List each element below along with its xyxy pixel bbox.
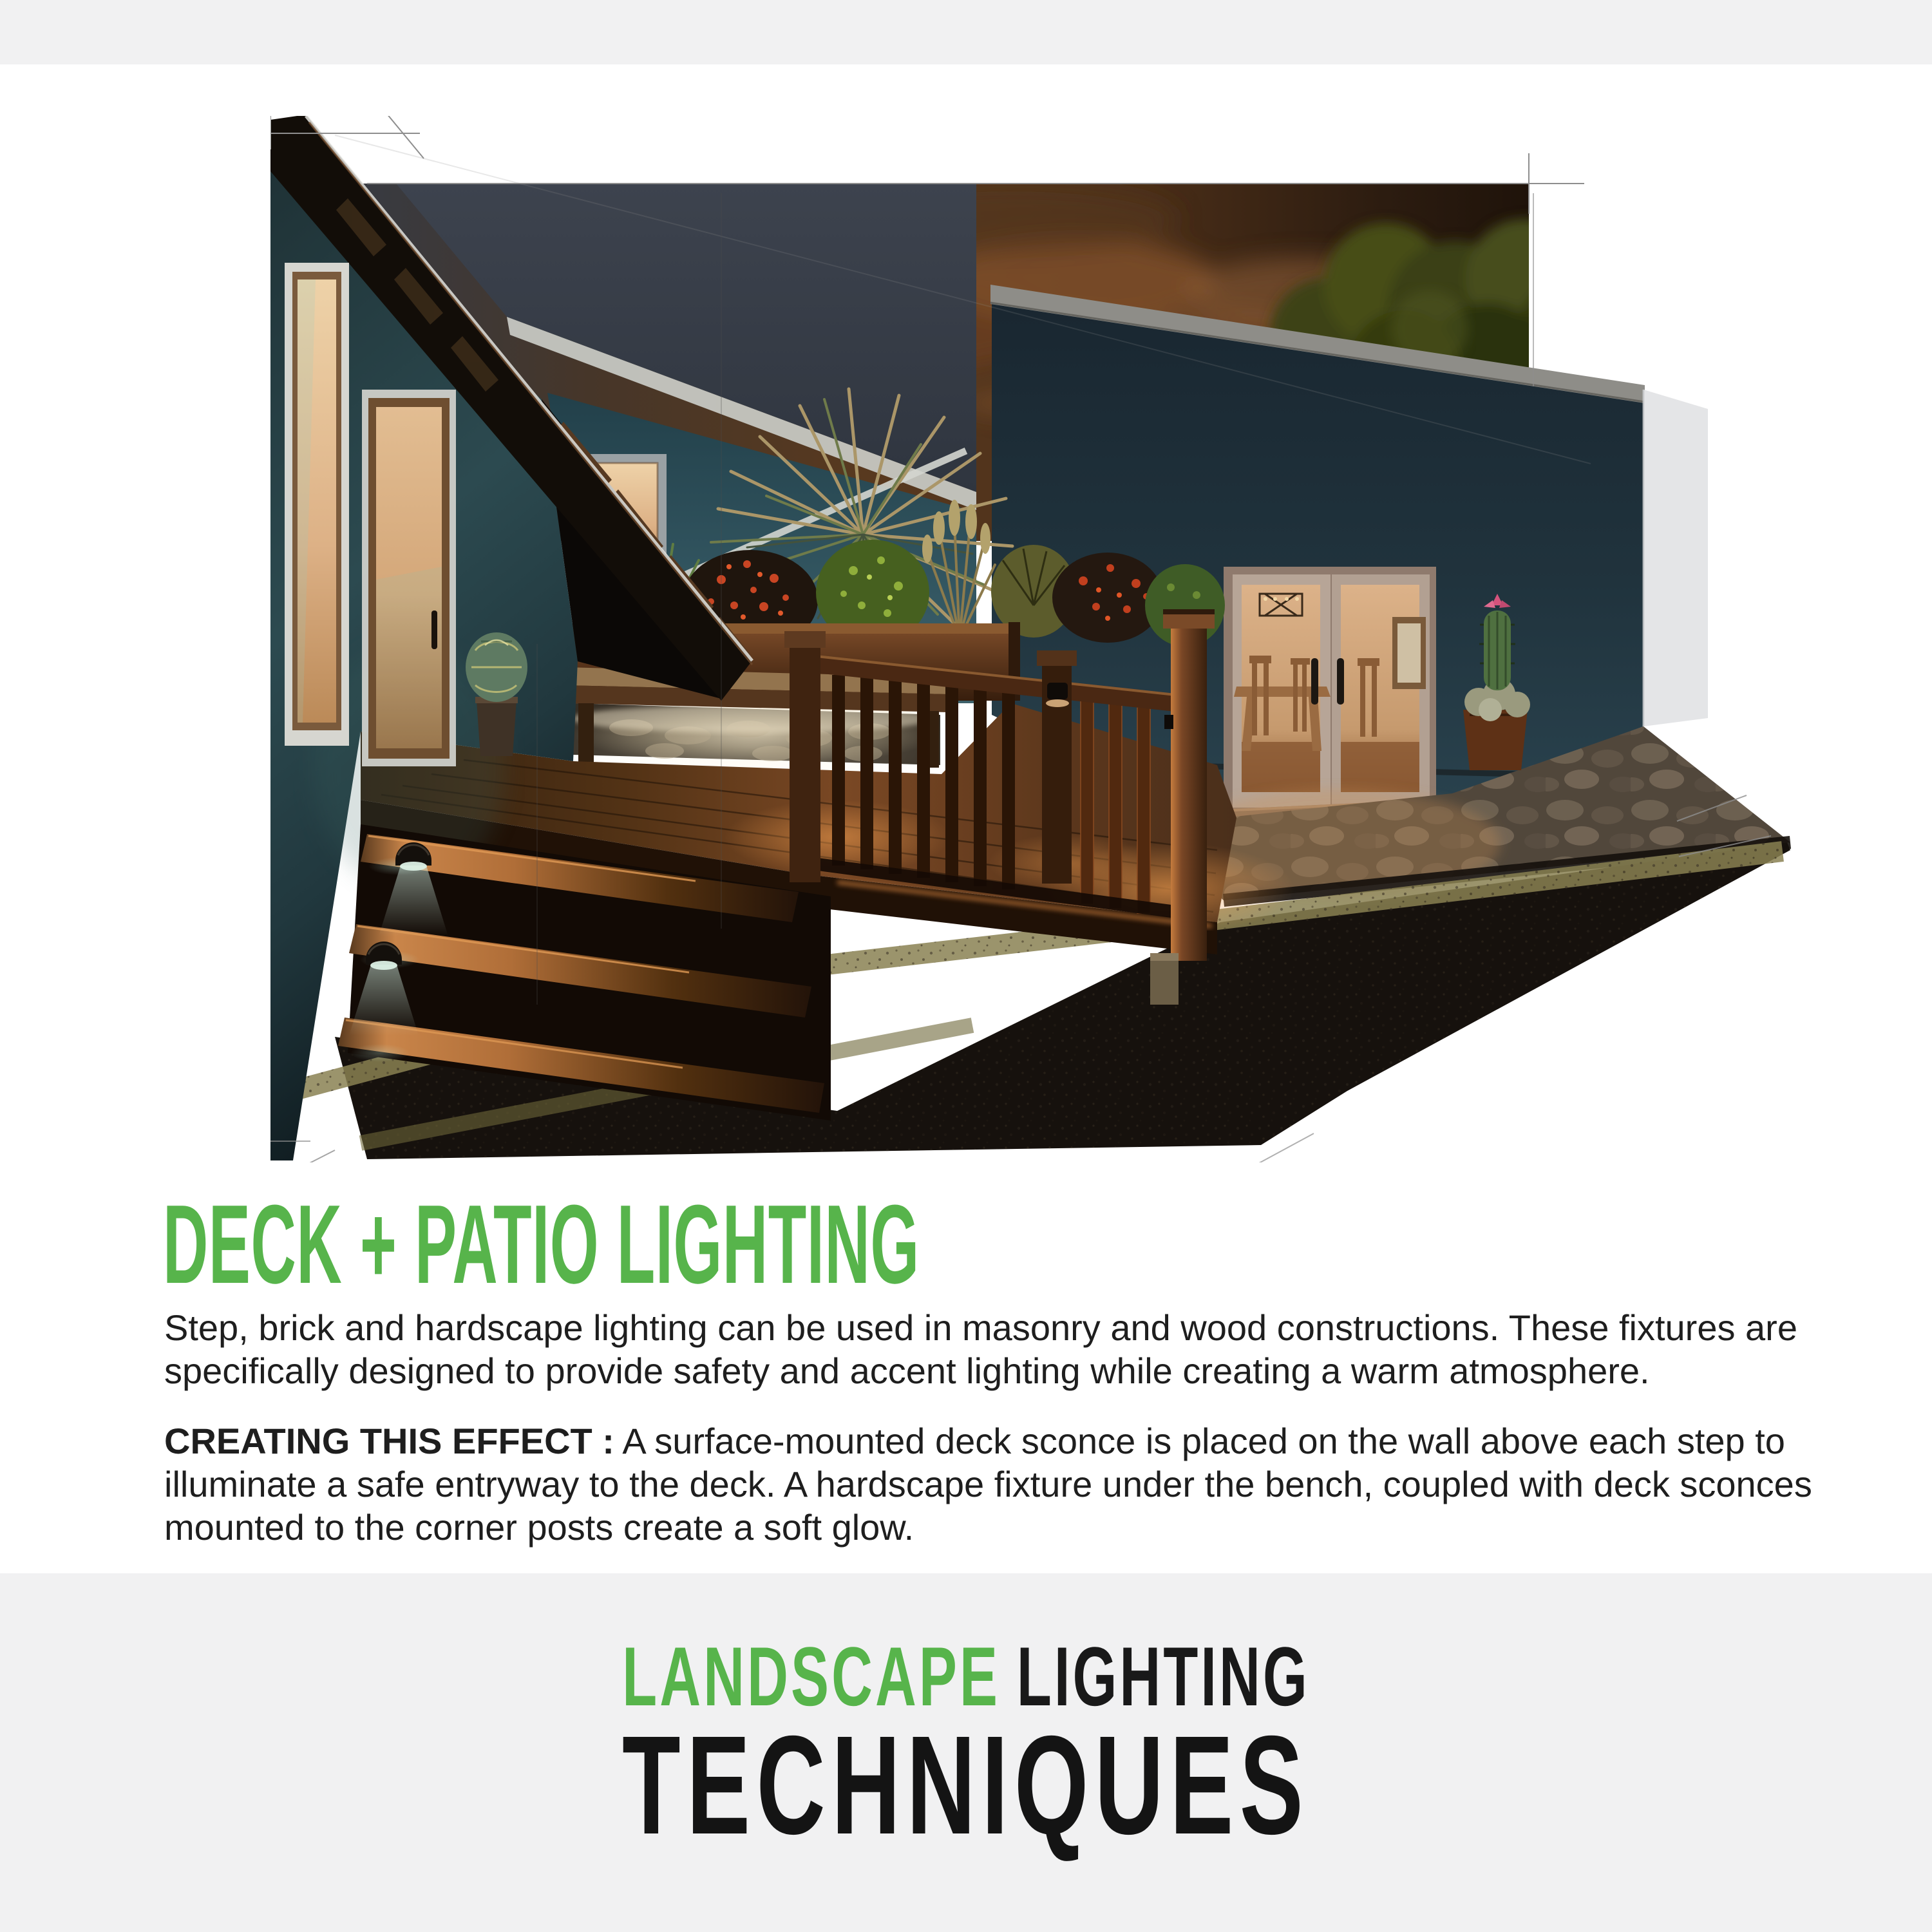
brand-word-lighting: LIGHTING (1016, 1629, 1310, 1723)
corner-wall-face (1643, 390, 1708, 726)
door-pull-handle (431, 611, 437, 649)
balusters-right-panel (1081, 701, 1150, 913)
render-illustration (270, 116, 1842, 1162)
top-margin-band (0, 0, 1932, 64)
effect-label: CREATING THIS EFFECT : (164, 1421, 614, 1461)
door-handle-left (1311, 658, 1318, 705)
post-sconce (1046, 683, 1069, 707)
railing-post-left (790, 645, 820, 882)
corner-post-sconce (1164, 715, 1173, 729)
section-title: DECK + PATIO LIGHTING (163, 1181, 920, 1307)
deck-patio-render (270, 116, 1842, 1162)
brand-title (0, 1705, 1932, 1866)
wall-window (285, 263, 349, 746)
effect-text: A surface-mounted deck sconce is placed on the wall above each step to illuminate a safe entryway to the deck. A hardscape fixture under the bench, coupled with deck sconces mounted to the corner posts create a soft glow. (164, 1421, 1812, 1548)
door-handle-right (1337, 658, 1344, 705)
effect-paragraph (164, 1419, 1839, 1549)
intro-paragraph: Step, brick and hardscape lighting can be used in masonry and wood constructions. These fixtures are specifically designed to provide safety and accent lighting while creating a warm atmosphere. (164, 1307, 1797, 1391)
wall-door (362, 390, 456, 766)
brand-word-landscape: LANDSCAPE (622, 1629, 1000, 1723)
corner-post (1171, 623, 1207, 961)
brand-title-text: TECHNIQUES (622, 1707, 1310, 1864)
body-copy (164, 1306, 1839, 1549)
